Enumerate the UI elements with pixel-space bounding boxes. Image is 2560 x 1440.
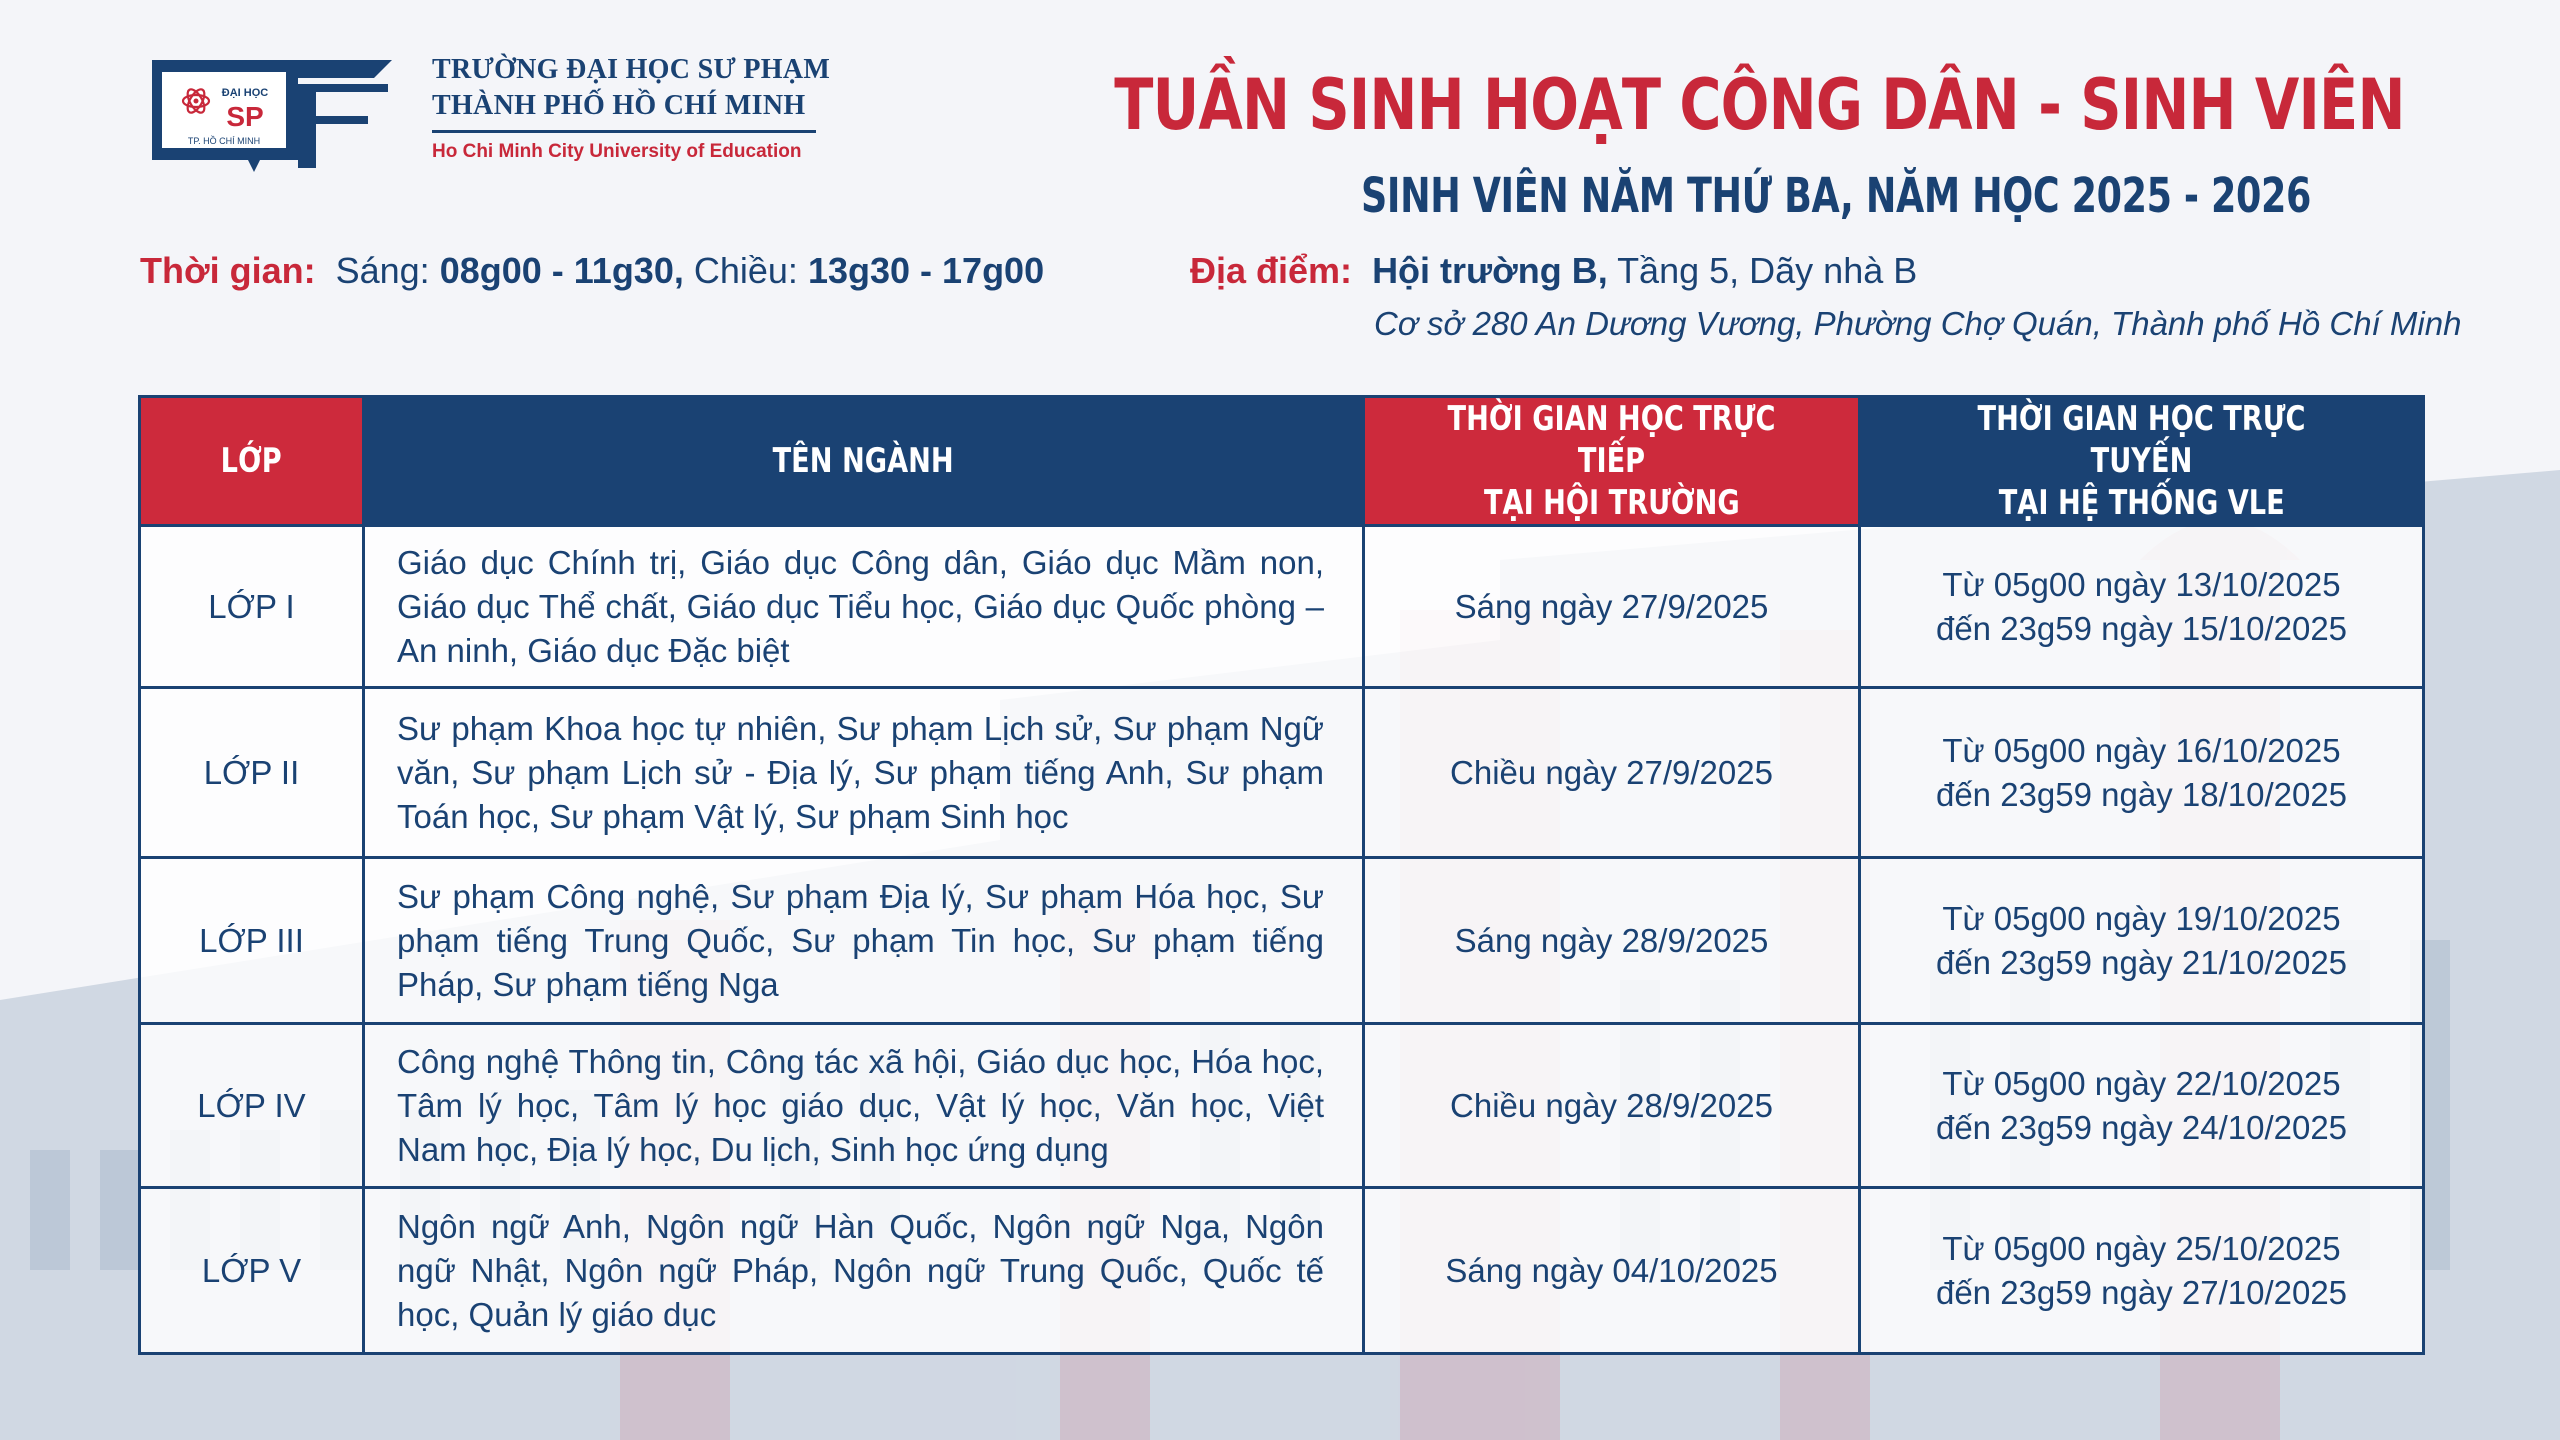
class-cell: LỚP I [140, 526, 364, 688]
time-label: Thời gian: [140, 250, 316, 291]
online-time-cell [1860, 1188, 2424, 1354]
university-name-line1: TRƯỜNG ĐẠI HỌC SƯ PHẠM [432, 54, 831, 85]
majors-cell: Ngôn ngữ Anh, Ngôn ngữ Hàn Quốc, Ngôn ngữ Nga, Ngôn ngữ Nhật, Ngôn ngữ Pháp, Ngôn ngữ Trung Quốc, Quốc tế học, Quản lý giáo dục [364, 1188, 1364, 1354]
table-row [140, 688, 2424, 858]
morning-time: 08g00 - 11g30, [439, 250, 684, 291]
class-cell: LỚP V [140, 1188, 364, 1354]
class-cell: LỚP IV [140, 1024, 364, 1188]
online-time-cell [1860, 1024, 2424, 1188]
schedule-table [138, 395, 2425, 1355]
majors-cell: Sư phạm Công nghệ, Sư phạm Địa lý, Sư phạm Hóa học, Sư phạm tiếng Trung Quốc, Sư phạm Tin học, Sư phạm tiếng Pháp, Sư phạm tiếng Nga [364, 858, 1364, 1024]
time-info [140, 250, 1044, 292]
logo-text-main: SP [226, 101, 264, 132]
online-from: Từ 05g00 ngày 22/10/2025 [1942, 1064, 2341, 1102]
poster-title: TUẦN SINH HOẠT CÔNG DÂN - SINH VIÊN [1114, 64, 2405, 146]
online-to: đến 23g59 ngày 24/10/2025 [1935, 1108, 2348, 1146]
table-row [140, 858, 2424, 1024]
afternoon-time: 13g30 - 17g00 [807, 250, 1045, 291]
direct-time-cell: Sáng ngày 28/9/2025 [1364, 858, 1860, 1024]
online-from: Từ 05g00 ngày 13/10/2025 [1942, 565, 2341, 603]
online-time-cell [1860, 526, 2424, 688]
poster-subtitle: SINH VIÊN NĂM THỨ BA, NĂM HỌC 2025 - 2026 [1361, 168, 2311, 224]
place-info [1190, 250, 1917, 292]
online-to: đến 23g59 ngày 18/10/2025 [1935, 775, 2348, 813]
table-row [140, 526, 2424, 688]
majors-cell: Giáo dục Chính trị, Giáo dục Công dân, Giáo dục Mầm non, Giáo dục Thể chất, Giáo dục Tiểu học, Giáo dục Quốc phòng – An ninh, Giáo dục Đặc biệt [364, 526, 1364, 688]
header-online-time: THỜI GIAN HỌC TRỰC TUYẾN TẠI HỆ THỐNG VLE [1860, 397, 2424, 526]
online-time-cell [1860, 858, 2424, 1024]
online-to: đến 23g59 ngày 21/10/2025 [1935, 943, 2348, 981]
direct-time-cell: Sáng ngày 04/10/2025 [1364, 1188, 1860, 1354]
table-header-row [140, 397, 2424, 526]
university-name-line2: THÀNH PHỐ HỒ CHÍ MINH [432, 90, 806, 121]
place-hall: Hội trường B, [1372, 250, 1608, 291]
online-from: Từ 05g00 ngày 16/10/2025 [1942, 731, 2341, 769]
online-to: đến 23g59 ngày 27/10/2025 [1935, 1273, 2348, 1311]
direct-time-cell: Sáng ngày 27/9/2025 [1364, 526, 1860, 688]
logo-text-top: ĐẠI HỌC [221, 87, 269, 99]
morning-label: Sáng: [335, 250, 430, 291]
header-class: LỚP [140, 397, 364, 526]
logo-text-bottom: TP. HỒ CHÍ MINH [187, 136, 261, 146]
class-cell: LỚP III [140, 858, 364, 1024]
header-direct-time: THỜI GIAN HỌC TRỰC TIẾP TẠI HỘI TRƯỜNG [1364, 397, 1860, 526]
university-logo [148, 58, 392, 178]
place-detail: Tầng 5, Dãy nhà B [1617, 250, 1918, 291]
online-time-cell [1860, 688, 2424, 858]
university-name-english: Ho Chi Minh City University of Education [432, 141, 802, 162]
afternoon-label: Chiều: [693, 250, 798, 291]
header-major: TÊN NGÀNH [364, 397, 1364, 526]
divider [432, 130, 816, 133]
direct-time-cell: Chiều ngày 28/9/2025 [1364, 1024, 1860, 1188]
direct-time-cell: Chiều ngày 27/9/2025 [1364, 688, 1860, 858]
online-to: đến 23g59 ngày 15/10/2025 [1935, 609, 2348, 647]
place-label: Địa điểm: [1190, 250, 1353, 291]
online-from: Từ 05g00 ngày 19/10/2025 [1942, 899, 2341, 937]
table-row [140, 1024, 2424, 1188]
majors-cell: Sư phạm Khoa học tự nhiên, Sư phạm Lịch sử, Sư phạm Ngữ văn, Sư phạm Lịch sử - Địa lý, Sư phạm tiếng Anh, Sư phạm Toán học, Sư phạm Vật lý, Sư phạm Sinh học [364, 688, 1364, 858]
majors-cell: Công nghệ Thông tin, Công tác xã hội, Giáo dục học, Hóa học, Tâm lý học, Tâm lý học giáo dục, Vật lý học, Văn học, Việt Nam học, Địa lý học, Du lịch, Sinh học ứng dụng [364, 1024, 1364, 1188]
online-from: Từ 05g00 ngày 25/10/2025 [1942, 1229, 2341, 1267]
university-name-block [432, 52, 830, 163]
place-address: Cơ sở 280 An Dương Vương, Phường Chợ Quán, Thành phố Hồ Chí Minh [1374, 305, 2462, 342]
class-cell: LỚP II [140, 688, 364, 858]
table-row [140, 1188, 2424, 1354]
